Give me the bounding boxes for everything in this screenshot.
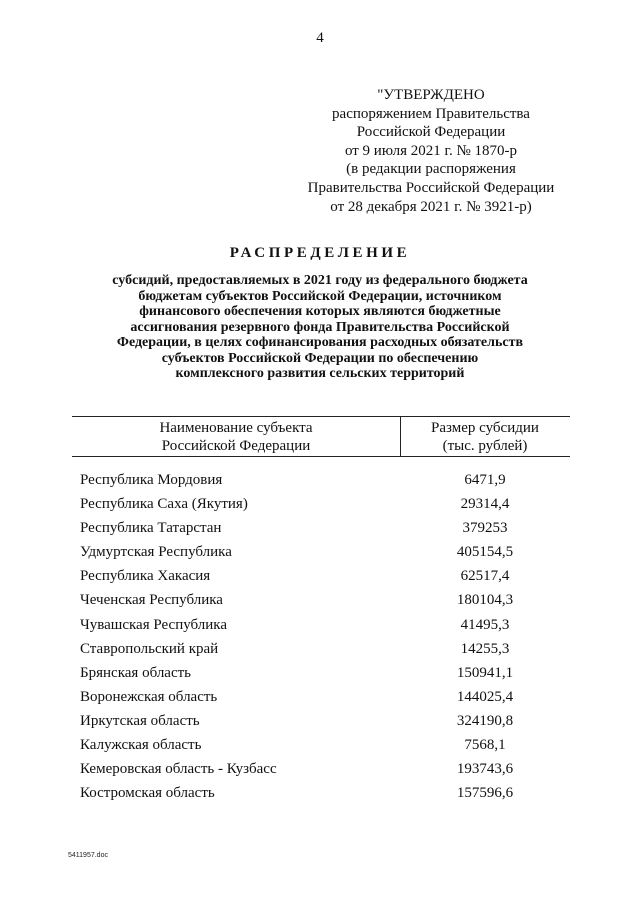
table-row — [0, 637, 640, 661]
approval-line: "УТВЕРЖДЕНО — [377, 87, 485, 103]
page-number: 4 — [316, 30, 324, 46]
region-name: Кемеровская область - Кузбасс — [80, 761, 277, 778]
header-amount-line: Размер субсидии — [431, 420, 539, 436]
table-header-amount — [400, 419, 570, 455]
subsidy-amount: 405154,5 — [456, 544, 514, 561]
header-name-line: Наименование субъекта — [159, 420, 313, 436]
region-name: Ставропольский край — [80, 640, 219, 657]
subtitle-line: Федерации, в целях софинансирования расходных обязательств — [116, 335, 524, 350]
region-name: Чувашская Республика — [80, 616, 228, 633]
subsidy-amount: 6471,9 — [464, 472, 506, 488]
table-header-rule — [72, 456, 570, 457]
region-name: Удмуртская Республика — [80, 544, 232, 561]
table-row — [0, 733, 640, 757]
table-row — [0, 468, 640, 492]
region-name: Брянская область — [80, 664, 192, 681]
table-row — [0, 709, 640, 733]
table-row — [0, 685, 640, 709]
subtitle-line: ассигнования резервного фонда Правительства Российской — [130, 319, 510, 335]
table-row — [0, 757, 640, 781]
region-name: Иркутская область — [80, 712, 200, 729]
approval-line: от 9 июля 2021 г. № 1870-р — [344, 142, 518, 159]
region-name: Республика Саха (Якутия) — [80, 496, 248, 513]
subsidy-amount: 62517,4 — [460, 568, 510, 585]
approval-line: Российской Федерации — [356, 124, 506, 141]
subsidy-amount: 180104,3 — [456, 592, 514, 609]
document-title: РАСПРЕДЕЛЕНИЕ — [229, 245, 411, 261]
header-amount-line: (тыс. рублей) — [442, 438, 528, 454]
region-name: Чеченская Республика — [80, 592, 223, 609]
table-body — [0, 468, 640, 805]
subsidy-amount: 14255,3 — [460, 640, 510, 657]
region-name: Костромская область — [80, 785, 215, 802]
table-top-rule — [72, 416, 570, 417]
file-reference: 5411957.doc — [68, 852, 108, 859]
subtitle-line: бюджетам субъектов Российской Федерации, источником — [138, 288, 502, 304]
approval-line: от 28 декабря 2021 г. № 3921-р) — [330, 198, 532, 215]
subsidy-amount: 157596,6 — [456, 785, 514, 802]
approval-block — [300, 86, 562, 216]
region-name: Республика Мордовия — [80, 472, 223, 488]
subtitle-line: субъектов Российской Федерации по обеспечению — [161, 350, 479, 366]
region-name: Республика Татарстан — [80, 520, 222, 537]
region-name: Калужская область — [80, 737, 202, 754]
subsidy-amount: 379253 — [462, 520, 508, 537]
subsidy-amount: 144025,4 — [456, 688, 514, 705]
table-row — [0, 613, 640, 637]
document-subtitle — [60, 273, 580, 382]
table-row — [0, 564, 640, 588]
table-row — [0, 492, 640, 516]
approval-line: распоряжением Правительства — [332, 105, 530, 122]
table-row — [0, 540, 640, 564]
approval-line: Правительства Российской Федерации — [307, 179, 555, 196]
subtitle-line: комплексного развития сельских территорий — [175, 366, 465, 381]
subsidy-amount: 150941,1 — [456, 664, 514, 681]
subtitle-line: субсидий, предоставляемых в 2021 году из федерального бюджета — [112, 273, 528, 288]
subtitle-line: финансового обеспечения которых являются бюджетные — [139, 304, 501, 319]
subsidy-amount: 41495,3 — [460, 616, 510, 633]
region-name: Воронежская область — [80, 688, 218, 705]
approval-line: (в редакции распоряжения — [346, 161, 516, 178]
subsidy-amount: 29314,4 — [460, 496, 510, 513]
region-name: Республика Хакасия — [80, 568, 211, 585]
table-row — [0, 781, 640, 805]
subsidy-amount: 193743,6 — [456, 761, 514, 778]
table-row — [0, 661, 640, 685]
header-name-line: Российской Федерации — [161, 438, 311, 454]
subsidy-amount: 324190,8 — [456, 712, 514, 729]
table-header-name — [72, 419, 400, 455]
subsidy-amount: 7568,1 — [464, 737, 506, 754]
table-row — [0, 516, 640, 540]
table-row — [0, 588, 640, 612]
